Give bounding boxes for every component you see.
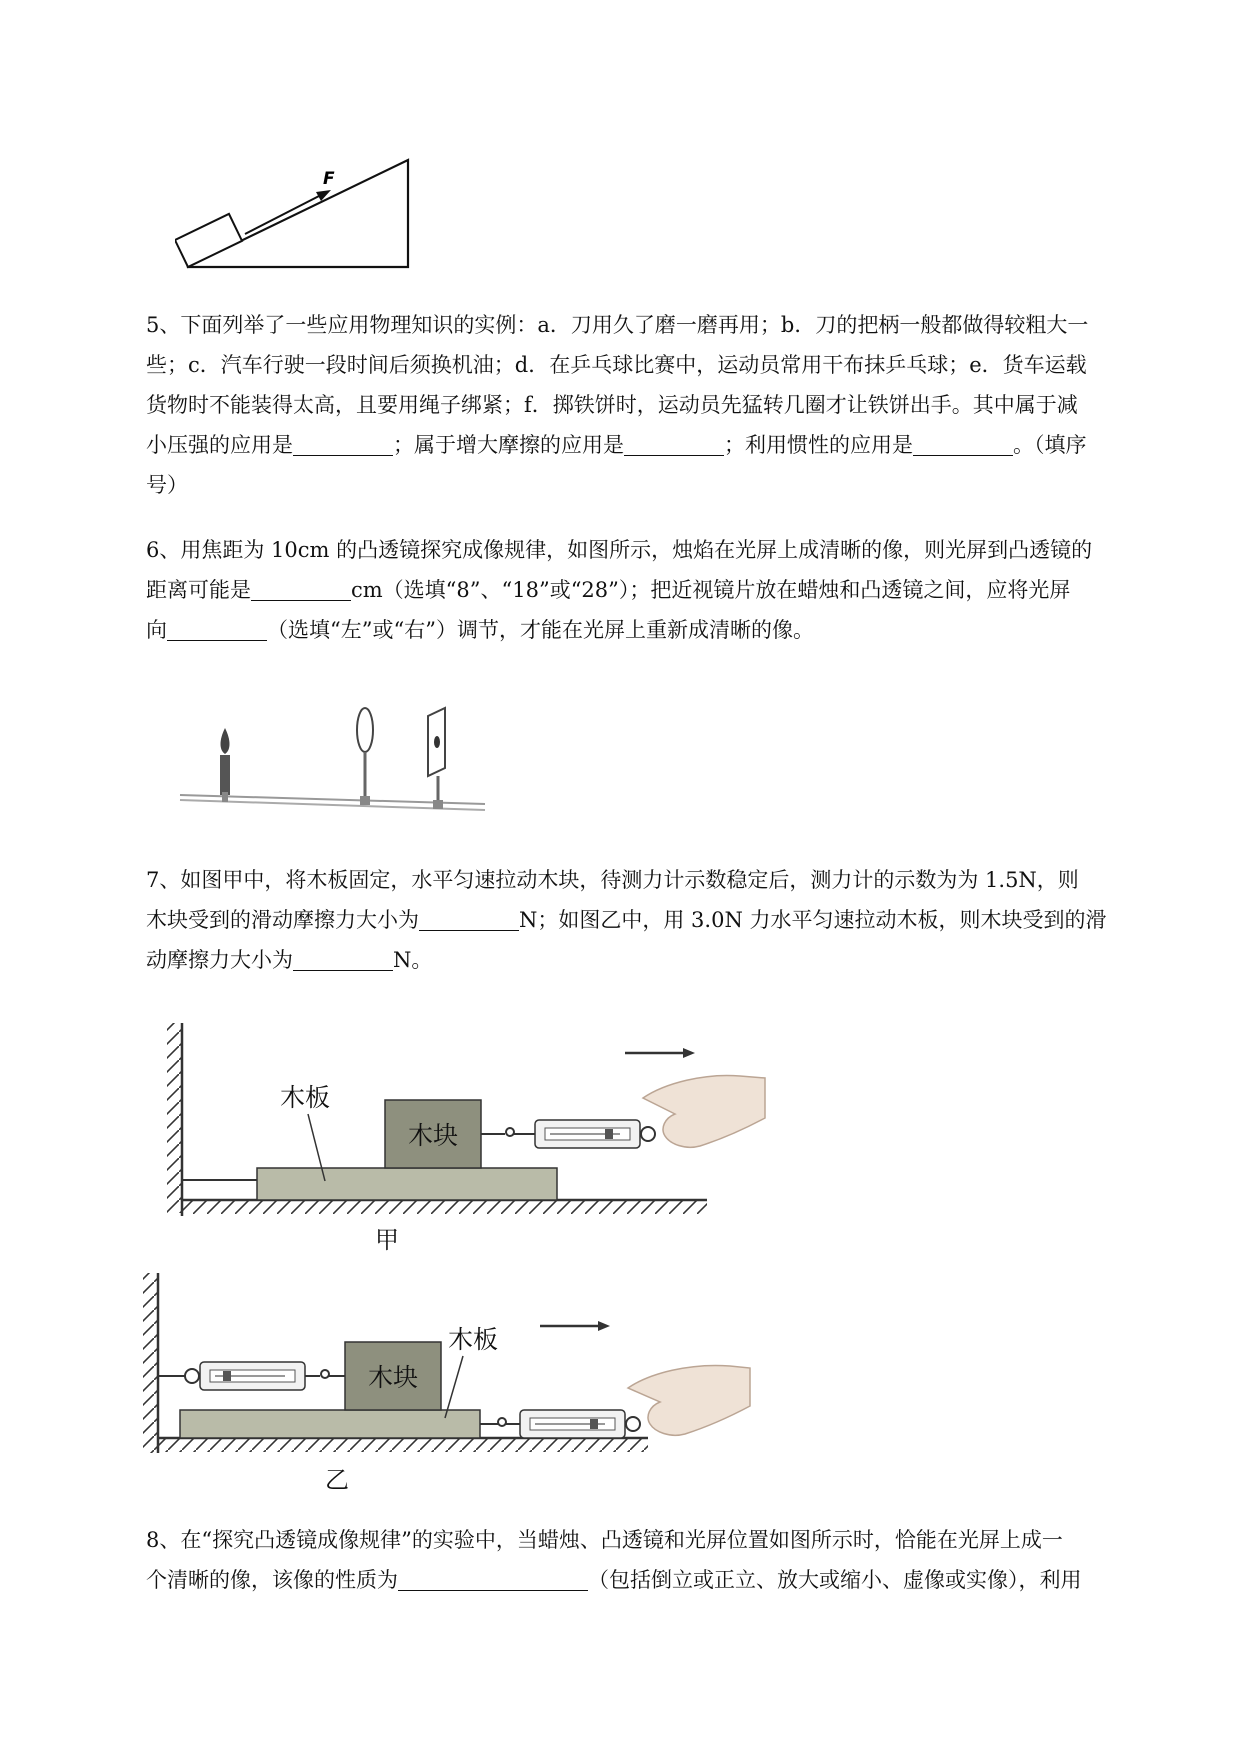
q5-line-3: 货物时不能装得太高，且要用绳子绑紧；f．掷铁饼时，运动员先猛转几圈才让铁饼出手。其中属于减 — [146, 393, 1078, 417]
candle-icon — [220, 728, 230, 802]
answer-blank[interactable] — [913, 433, 1013, 456]
board-pointer — [445, 1356, 463, 1418]
figure-caption: 乙 — [325, 1466, 349, 1494]
block-label: 木块 — [407, 1121, 459, 1150]
question-7 — [146, 860, 1151, 980]
board-label: 木板 — [448, 1325, 499, 1354]
hand-icon — [628, 1365, 750, 1435]
answer-blank[interactable] — [167, 618, 267, 641]
q7-line-3: 动摩擦力大小为 N。 — [146, 948, 433, 972]
wooden-board — [257, 1168, 557, 1200]
convex-lens-icon — [357, 708, 373, 805]
q5-line-5: 号） — [146, 473, 188, 497]
optical-bench-figure — [175, 700, 495, 825]
floor-hatch — [158, 1438, 648, 1452]
spring-scale-icon — [520, 1410, 625, 1438]
q5-line-2: 些；c．汽车行驶一段时间后须换机油；d．在乒乓球比赛中，运动员常用干布抹乒乓球；e．货车运载 — [146, 353, 1087, 377]
q8-line-2: 个清晰的像，该像的性质为 （包括倒立或正立、放大或缩小、虚像或实像），利用 — [146, 1568, 1082, 1592]
wooden-board — [180, 1410, 480, 1438]
answer-blank[interactable] — [398, 1568, 588, 1591]
figure-caption: 甲 — [375, 1226, 399, 1253]
q6-line-1: 6、用焦距为 10cm 的凸透镜探究成像规律，如图所示，烛焰在光屏上成清晰的像，则光屏到凸透镜的 — [146, 538, 1093, 562]
q6-line-3: 向 （选填“左”或“右”）调节，才能在光屏上重新成清晰的像。 — [146, 618, 814, 642]
wall-hatch — [143, 1273, 157, 1453]
incline-figure — [175, 150, 415, 275]
answer-blank[interactable] — [293, 433, 393, 456]
wall-hatch — [167, 1023, 181, 1213]
answer-blank[interactable] — [624, 433, 724, 456]
incline-block — [175, 214, 242, 267]
friction-figure-jia — [165, 1018, 785, 1253]
q7-line-2: 木块受到的滑动摩擦力大小为 N；如图乙中，用 3.0N 力水平匀速拉动木板，则木块受到的滑 — [146, 908, 1107, 932]
hand-icon — [643, 1075, 765, 1147]
light-screen-icon — [428, 708, 445, 809]
question-8 — [146, 1520, 1151, 1600]
question-6 — [146, 530, 1151, 650]
answer-blank[interactable] — [251, 578, 351, 601]
question-5 — [146, 305, 1151, 505]
q5-line-4: 小压强的应用是 ；属于增大摩擦的应用是 ；利用惯性的应用是 。（填序 — [146, 433, 1087, 457]
board-label: 木板 — [280, 1083, 331, 1112]
q7-line-1: 7、如图甲中，将木板固定，水平匀速拉动木块，待测力计示数稳定后，测力计的示数为为 1.5N，则 — [146, 868, 1079, 892]
q8-line-1: 8、在“探究凸透镜成像规律”的实验中，当蜡烛、凸透镜和光屏位置如图所示时，恰能在光屏上成一 — [146, 1528, 1063, 1552]
block-label: 木块 — [367, 1363, 419, 1392]
floor-hatch — [182, 1200, 707, 1214]
answer-blank[interactable] — [419, 908, 519, 931]
q5-line-1: 5、下面列举了一些应用物理知识的实例：a．刀用久了磨一磨再用；b．刀的把柄一般都做得较粗大一 — [146, 313, 1089, 337]
spring-scale-icon — [200, 1362, 305, 1390]
friction-figure-yi — [140, 1268, 760, 1498]
force-arrow — [245, 195, 321, 234]
answer-blank[interactable] — [293, 948, 393, 971]
q6-line-2: 距离可能是 cm（选填“8”、“18”或“28”）；把近视镜片放在蜡烛和凸透镜之间，应将光屏 — [146, 578, 1071, 602]
spring-scale-icon — [535, 1120, 640, 1148]
force-label: F — [323, 169, 335, 189]
